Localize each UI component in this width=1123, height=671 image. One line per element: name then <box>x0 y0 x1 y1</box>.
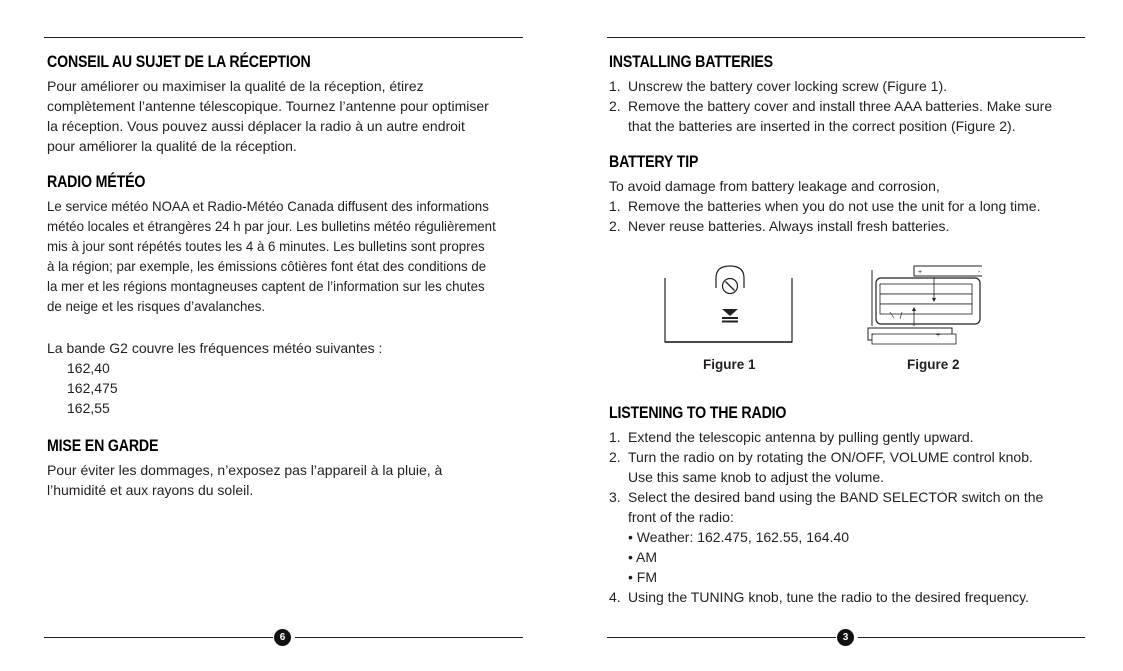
step-number: 2. <box>609 449 621 465</box>
section-mise-en-garde <box>47 436 527 500</box>
section-conseil <box>47 52 527 156</box>
right-footer-rule <box>607 637 836 638</box>
text-line: Using the TUNING knob, tune the radio to the desired frequency. <box>628 589 1030 605</box>
text-line: météo locales et étrangères 24 h par jour. Les bulletins météo régulièrement <box>47 218 496 234</box>
step-number: 1. <box>609 429 621 445</box>
text-line: Remove the battery cover and install three AAA batteries. Make sure <box>628 98 1053 114</box>
section-body <box>47 76 527 156</box>
section-heading: INSTALLING BATTERIES <box>609 53 773 71</box>
section-installing-batteries <box>609 52 1089 136</box>
text-line: de neige et les risques d’avalanches. <box>47 298 266 314</box>
step-number: 2. <box>609 218 621 234</box>
section-listening <box>609 403 1089 607</box>
text-line: Never reuse batteries. Always install fresh batteries. <box>628 218 950 234</box>
frequency-list <box>47 358 527 418</box>
list-item <box>609 96 1089 136</box>
text-line: complètement l’antenne télescopique. Tournez l’antenne pour optimiser <box>47 98 489 114</box>
text-line: Le service météo NOAA et Radio-Météo Canada diffusent des informations <box>47 198 489 214</box>
step-list <box>609 427 1089 607</box>
figure-2-caption: Figure 2 <box>907 357 960 372</box>
step-number: 3. <box>609 489 621 505</box>
svg-text:-: - <box>871 332 874 339</box>
text-line: la réception. Vous pouvez aussi déplacer la radio à un autre endroit <box>47 118 465 134</box>
right-header-rule <box>607 37 1085 38</box>
page-number-left: 6 <box>274 629 291 646</box>
step-number: 2. <box>609 98 621 114</box>
text-line: Turn the radio on by rotating the ON/OFF, VOLUME control knob. <box>628 449 1033 465</box>
text-line: Pour améliorer ou maximiser la qualité de la réception, étirez <box>47 78 424 94</box>
left-page <box>47 52 527 500</box>
list-item <box>609 427 1089 447</box>
text-line: Unscrew the battery cover locking screw (Figure 1). <box>628 78 947 94</box>
section-heading: MISE EN GARDE <box>47 437 159 455</box>
list-item <box>609 587 1089 607</box>
text-line: mis à jour sont répétés toutes les 4 à 6 minutes. Les bulletins sont propres <box>47 238 485 254</box>
step-number: 4. <box>609 589 621 605</box>
section-body <box>47 460 527 500</box>
right-page <box>609 52 1089 236</box>
text-line: Use this same knob to adjust the volume. <box>628 469 885 485</box>
band-item: • FM <box>628 569 658 585</box>
figure-1-battery-cover <box>660 260 800 346</box>
section-battery-tip <box>609 152 1089 236</box>
page-number-right: 3 <box>837 629 854 646</box>
band-list <box>628 527 1089 587</box>
left-footer-rule <box>295 637 523 638</box>
text-line: l’humidité et aux rayons du soleil. <box>47 482 254 498</box>
text-line: pour améliorer la qualité de la réception. <box>47 138 297 154</box>
section-heading: LISTENING TO THE RADIO <box>609 404 787 422</box>
section-heading: RADIO MÉTÉO <box>47 173 146 191</box>
text-line: Pour éviter les dommages, n’exposez pas l’appareil à la pluie, à <box>47 462 443 478</box>
text-line: that the batteries are inserted in the correct position (Figure 2). <box>628 118 1016 134</box>
list-item <box>609 196 1089 216</box>
section-heading: CONSEIL AU SUJET DE LA RÉCEPTION <box>47 53 311 71</box>
right-footer-rule <box>858 637 1085 638</box>
section-heading: BATTERY TIP <box>609 153 699 171</box>
svg-text:+: + <box>918 269 923 276</box>
list-item <box>609 487 1089 587</box>
list-item <box>609 216 1089 236</box>
section-radio-meteo <box>47 172 527 418</box>
list-item <box>609 76 1089 96</box>
band-intro: La bande G2 couvre les fréquences météo suivantes : <box>47 340 383 356</box>
text-line: Remove the batteries when you do not use the unit for a long time. <box>628 198 1041 214</box>
frequency-item: 162,475 <box>67 380 118 396</box>
band-item: • Weather: 162.475, 162.55, 164.40 <box>628 529 850 545</box>
band-item: • AM <box>628 549 658 565</box>
step-list <box>609 196 1089 236</box>
frequency-item: 162,40 <box>67 360 110 376</box>
section-body <box>47 196 522 316</box>
left-header-rule <box>44 37 523 38</box>
text-line: Extend the telescopic antenna by pulling gently upward. <box>628 429 974 445</box>
svg-text:-: - <box>978 269 981 276</box>
step-number: 1. <box>609 78 621 94</box>
list-item <box>609 447 1089 487</box>
tip-intro: To avoid damage from battery leakage and corrosion, <box>609 178 940 194</box>
left-footer-rule <box>44 637 273 638</box>
text-line: front of the radio: <box>628 509 734 525</box>
arrow-down-icon <box>722 309 738 316</box>
text-line: à la région; par exemple, les émissions côtières font état des conditions de <box>47 258 487 274</box>
step-number: 1. <box>609 198 621 214</box>
text-line: Select the desired band using the BAND SELECTOR switch on the <box>628 489 1044 505</box>
figure-2-battery-compartment <box>862 262 982 348</box>
figure-1-caption: Figure 1 <box>703 357 756 372</box>
svg-text:+: + <box>936 332 941 339</box>
frequency-item: 162,55 <box>67 400 110 416</box>
step-list <box>609 76 1089 136</box>
text-line: la mer et les régions montagneuses captent de l’information sur les chutes <box>47 278 485 294</box>
